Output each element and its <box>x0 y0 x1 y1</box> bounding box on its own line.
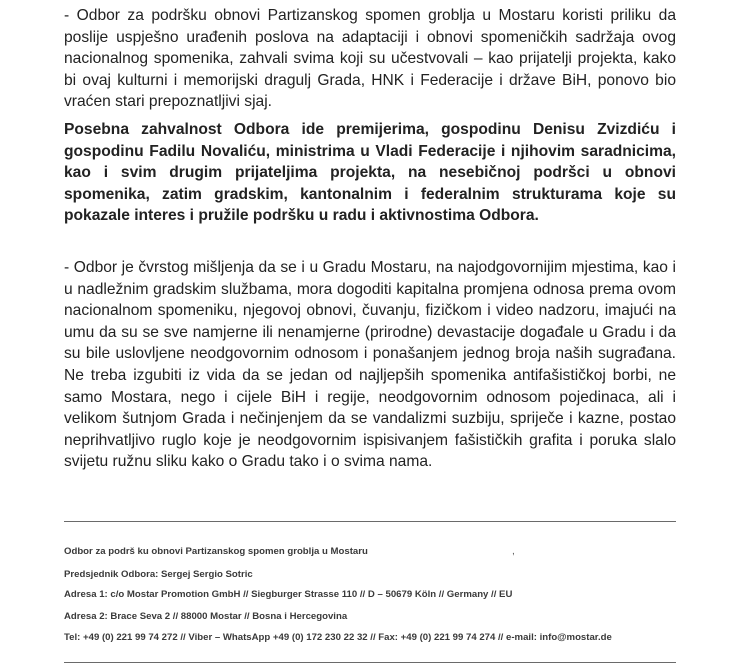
footer-bottom-divider <box>64 662 676 663</box>
footer-address-1: Adresa 1: c/o Mostar Promotion GmbH // Siegburger Strasse 110 // D – 50679 Köln // Germany // EU <box>64 589 513 600</box>
footer-organization-name: Odbor za podrš ku obnovi Partizanskog spomen groblja u Mostaru <box>64 546 368 557</box>
footer-top-divider <box>64 521 676 522</box>
footer-contact: Tel: +49 (0) 221 99 74 272 // Viber – WhatsApp +49 (0) 172 230 22 32 // Fax: +49 (0) 221 99 74 274 // e-mail: info@mostar.de <box>64 632 612 643</box>
paragraph-special-thanks: Posebna zahvalnost Odbora ide premijerima, gospodinu Denisu Zvizdiću i gospodinu Fadilu Novaliću, ministrima u Vladi Federacije i njihovim saradnicima, kao i svim drugim prijateljima projekta, na nesebičnoj podršci u obnovi spomenika, zatim gradskim, kantonalnim i federalnim strukturama koje su pokazale interes i pružile podršku u radu i aktivnostima Odbora. <box>64 121 676 225</box>
footer-stray-mark: , <box>512 546 515 557</box>
footer-president: Predsjednik Odbora: Sergej Sergio Sotric <box>64 569 253 580</box>
paragraph-thanks-intro: - Odbor za podršku obnovi Partizanskog spomen groblja u Mostaru koristi priliku da poslije uspješno urađenih poslova na adaptaciji i obnovi spomeničkih sadržaja ovog nacionalnog spomenika, zahvali svima koji su učestvovali – kao prijatelji projekta, kako bi ovaj kulturni i memorijski dragulj Grada, HNK i Federacije i države BiH, ponovo bio vraćen stari prepoznatljivi sjaj. <box>64 7 676 111</box>
paragraph-committee-opinion: - Odbor je čvrstog mišljenja da se i u Gradu Mostaru, na najodgovornijim mjestima, kao i u nadležnim gradskim službama, mora dogoditi kapitalna promjena odnosa prema ovom nacionalnom spomeniku, njegovoj obnovi, čuvanju, fizičkom i video nadzoru, imajući na umu da su se sve namjerne ili nenamjerne (prirodne) devastacije događale u Gradu i da su bile uslovljene neodgovornim odnosom i ponašanjem jednog broja naših sugrađana. Ne treba izgubiti iz vida da se jedan od najljepših spomenika antifašističkoj borbi, ne samo Mostara, nego i cijele BiH i regije, neodgovornim odnosom pojedinaca, ali i velikom šutnjom Grada i nečinjenjem da se vandalizmi suzbiju, spriječe i kazne, postao neprihvatljivo ruglo koje je neodgovornim ispisivanjem fašističkih grafita i poruka slalo svijetu ružnu sliku kako o Gradu tako i o svima nama. <box>64 259 676 471</box>
footer-address-2: Adresa 2: Brace Seva 2 // 88000 Mostar // Bosna i Hercegovina <box>64 611 348 622</box>
